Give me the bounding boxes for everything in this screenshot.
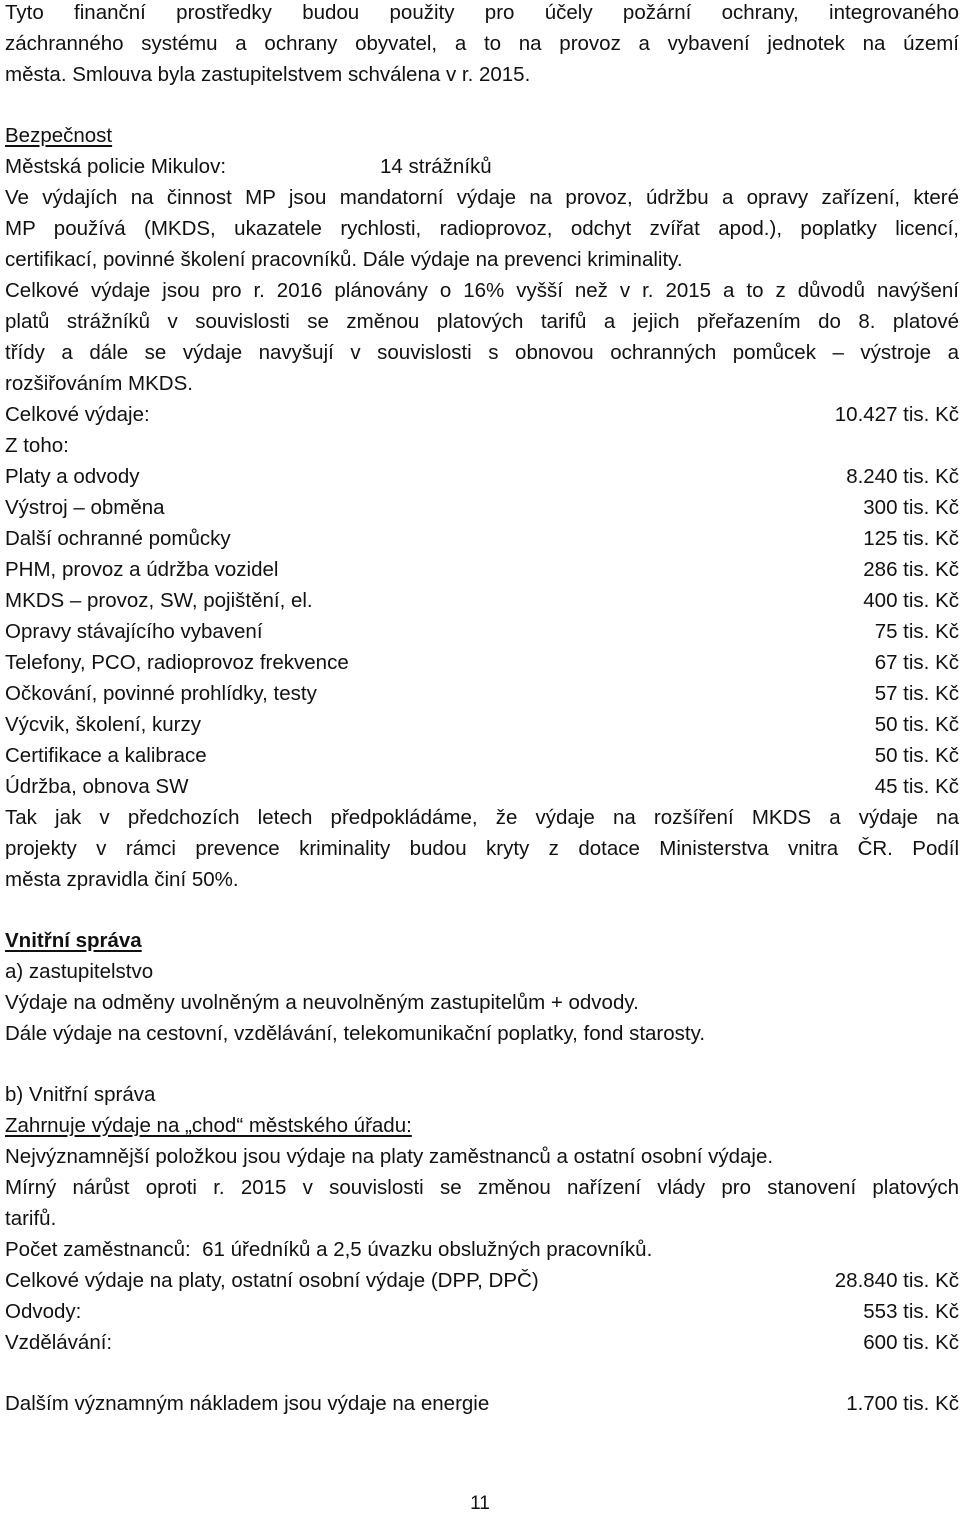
expense-value: 67 tis. Kč bbox=[874, 651, 959, 674]
expense-row bbox=[5, 678, 959, 709]
cost-row bbox=[5, 1265, 959, 1296]
of-which-label: Z toho: bbox=[5, 434, 69, 457]
section-b-subheading: Zahrnuje výdaje na „chod“ městského úřadu: bbox=[5, 1114, 412, 1137]
expense-value: 8.240 tis. Kč bbox=[846, 465, 959, 488]
paragraph-line: platů strážníků v souvislosti se změnou platových tarifů a jejich přeřazením do 8. platové bbox=[5, 310, 959, 333]
paragraph-line: třídy a dále se výdaje navyšují v souvislosti s obnovou ochranných pomůcek – výstroje a bbox=[5, 341, 959, 364]
expense-value: 300 tis. Kč bbox=[863, 496, 959, 519]
cost-value: 28.840 tis. Kč bbox=[834, 1269, 959, 1292]
expense-label: Výstroj – obměna bbox=[5, 496, 165, 519]
expense-row bbox=[5, 647, 959, 678]
section-b-subheading-line bbox=[5, 1110, 959, 1141]
cost-label: Odvody: bbox=[5, 1300, 82, 1323]
paragraph-line: Celkové výdaje jsou pro r. 2016 plánovány o 16% vyšší než v r. 2015 a to z důvodů navýšení bbox=[5, 279, 959, 302]
cost-value: 553 tis. Kč bbox=[863, 1300, 959, 1323]
expense-row bbox=[5, 461, 959, 492]
expense-value: 125 tis. Kč bbox=[863, 527, 959, 550]
energy-value: 1.700 tis. Kč bbox=[846, 1392, 959, 1415]
expense-label: Telefony, PCO, radioprovoz frekvence bbox=[5, 651, 349, 674]
expense-value: 50 tis. Kč bbox=[874, 713, 959, 736]
expense-label: Opravy stávajícího vybavení bbox=[5, 620, 263, 643]
paragraph-line: certifikací, povinné školení pracovníků. Dále výdaje na prevenci kriminality. bbox=[5, 248, 683, 271]
paragraph-line: Tak jak v předchozích letech předpokládáme, že výdaje na rozšíření MKDS a výdaje na bbox=[5, 806, 959, 829]
cost-row bbox=[5, 1327, 959, 1358]
section-a-line: Výdaje na odměny uvolněným a neuvolněným zastupitelům + odvody. bbox=[5, 991, 639, 1014]
expense-value: 400 tis. Kč bbox=[863, 589, 959, 612]
police-value: 14 strážníků bbox=[380, 155, 492, 178]
expense-label: Další ochranné pomůcky bbox=[5, 527, 231, 550]
paragraph-line: MP používá (MKDS, ukazatele rychlosti, radioprovoz, odchyt zvířat apod.), poplatky licencí, bbox=[5, 217, 959, 240]
cost-value: 600 tis. Kč bbox=[863, 1331, 959, 1354]
expense-row bbox=[5, 554, 959, 585]
intro-line: města. Smlouva byla zastupitelstvem schválena v r. 2015. bbox=[5, 63, 531, 86]
internal-heading-line bbox=[5, 925, 959, 956]
security-heading: Bezpečnost bbox=[5, 124, 113, 147]
expense-label: Údržba, obnova SW bbox=[5, 775, 189, 798]
total-label: Celkové výdaje: bbox=[5, 403, 150, 426]
energy-row bbox=[5, 1388, 959, 1419]
expense-row bbox=[5, 740, 959, 771]
expense-row bbox=[5, 616, 959, 647]
expense-value: 286 tis. Kč bbox=[863, 558, 959, 581]
total-row bbox=[5, 399, 959, 430]
section-b-line: Mírný nárůst oproti r. 2015 v souvislosti se změnou nařízení vlády pro stanovení platových bbox=[5, 1176, 959, 1199]
police-label: Městská policie Mikulov: bbox=[5, 155, 227, 178]
paragraph-line: rozšiřováním MKDS. bbox=[5, 372, 193, 395]
expense-row bbox=[5, 585, 959, 616]
expense-value: 45 tis. Kč bbox=[874, 775, 959, 798]
section-b-line: tarifů. bbox=[5, 1207, 57, 1230]
expense-row bbox=[5, 771, 959, 802]
energy-label: Dalším významným nákladem jsou výdaje na energie bbox=[5, 1392, 490, 1415]
expense-row bbox=[5, 709, 959, 740]
cost-label: Celkové výdaje na platy, ostatní osobní výdaje (DPP, DPČ) bbox=[5, 1269, 539, 1292]
expense-label: Očkování, povinné prohlídky, testy bbox=[5, 682, 317, 705]
intro-line: záchranného systému a ochrany obyvatel, a to na provoz a vybavení jednotek na území bbox=[5, 32, 959, 55]
page-number: 11 bbox=[470, 1493, 490, 1514]
paragraph-line: Ve výdajích na činnost MP jsou mandatorní výdaje na provoz, údržbu a opravy zařízení, které bbox=[5, 186, 959, 209]
expense-label: Platy a odvody bbox=[5, 465, 140, 488]
section-a-line: Dále výdaje na cestovní, vzdělávání, telekomunikační poplatky, fond starosty. bbox=[5, 1022, 706, 1045]
expense-value: 50 tis. Kč bbox=[874, 744, 959, 767]
expense-row bbox=[5, 492, 959, 523]
cost-label: Vzdělávání: bbox=[5, 1331, 113, 1354]
paragraph-line: projekty v rámci prevence kriminality budou kryty z dotace Ministerstva vnitra ČR. Podíl bbox=[5, 837, 959, 860]
internal-heading: Vnitřní správa bbox=[5, 929, 142, 952]
expense-row bbox=[5, 523, 959, 554]
expense-label: MKDS – provoz, SW, pojištění, el. bbox=[5, 589, 313, 612]
intro-line: Tyto finanční prostředky budou použity pro účely požární ochrany, integrovaného bbox=[5, 1, 959, 24]
police-line bbox=[5, 151, 959, 182]
paragraph-line: města zpravidla činí 50%. bbox=[5, 868, 239, 891]
expense-value: 57 tis. Kč bbox=[874, 682, 959, 705]
section-a-title: a) zastupitelstvo bbox=[5, 960, 154, 983]
expense-value: 75 tis. Kč bbox=[874, 620, 959, 643]
section-b-line: Nejvýznamnější položkou jsou výdaje na platy zaměstnanců a ostatní osobní výdaje. bbox=[5, 1145, 774, 1168]
expense-label: Certifikace a kalibrace bbox=[5, 744, 207, 767]
section-b-title: b) Vnitřní správa bbox=[5, 1083, 156, 1106]
section-b-line: Počet zaměstnanců: 61 úředníků a 2,5 úvazku obslužných pracovníků. bbox=[5, 1238, 653, 1261]
cost-row bbox=[5, 1296, 959, 1327]
expense-label: Výcvik, školení, kurzy bbox=[5, 713, 201, 736]
expense-label: PHM, provoz a údržba vozidel bbox=[5, 558, 279, 581]
total-value: 10.427 tis. Kč bbox=[834, 403, 959, 426]
